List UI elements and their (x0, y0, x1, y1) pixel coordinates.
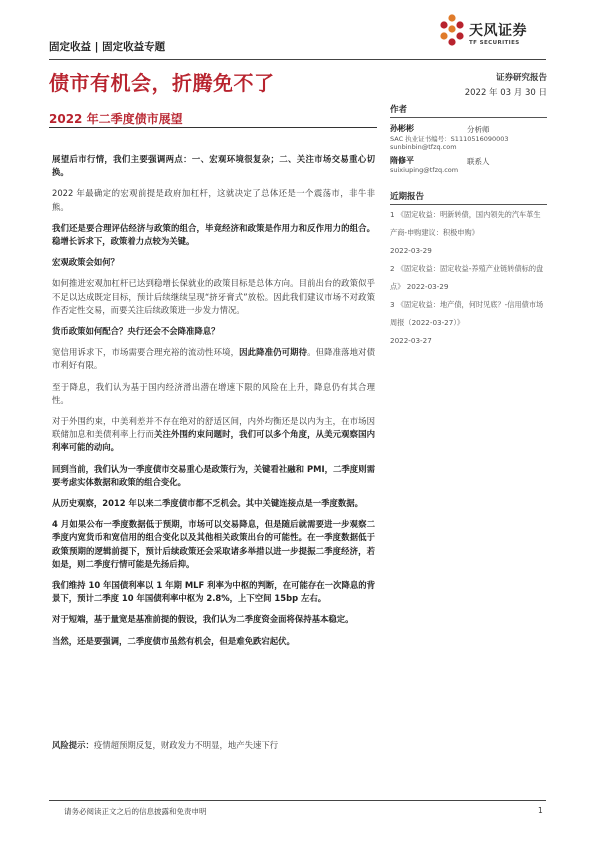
recent-report-item[interactable] (390, 296, 545, 350)
author-cert: SAC 执业证书编号：S1110516090003 (390, 135, 509, 143)
breadcrumb: 固定收益 | 固定收益专题 (49, 41, 166, 53)
footer-divider (49, 800, 546, 801)
report-date: 2022 年 03 月 30 日 (464, 88, 547, 98)
report-subtitle: 2022 年二季度债市展望 (49, 112, 183, 126)
recent-report-title[interactable]: 2 《固定收益：固定收益-养殖产业链转债标的盘点》 (390, 264, 544, 291)
recent-report-title[interactable]: 1 《固定收益：明新转债，国内领先的汽车革生产商-申购建议：积极申购》 (390, 210, 541, 237)
report-type: 证券研究报告 (495, 73, 547, 83)
authors-heading: 作者 (390, 103, 547, 118)
paragraph: 2022 年最确定的宏观前提是政府加杠杆，这就决定了总体还是一个震荡市，非牛非熊。 (52, 188, 375, 212)
section-heading: 货币政策如何配合？央行还会不会降准降息？ (52, 326, 220, 337)
recent-report-date: 2022-03-29 (406, 282, 449, 291)
logo-english-name: TF SECURITIES (469, 40, 520, 46)
author-email[interactable]: sunbinbin@tfzq.com (390, 143, 457, 151)
author-name: 孙彬彬 (390, 124, 414, 133)
key-point: 当然，还是要强调，二季度债市虽然有机会，但是难免跌宕起伏。 (52, 635, 295, 646)
key-point: 我们还是要合理评估经济与政策的组合，毕竟经济和政策是作用力和反作用力的组合。稳增长诉求下，政策着力点较为关键。 (52, 222, 375, 247)
section-heading: 宏观政策会如何？ (52, 257, 119, 268)
key-point: 对于短端，基于量宽是基准前提的假设，我们认为二季度资金面将保持基本稳定。 (52, 614, 354, 625)
body-text (52, 153, 375, 648)
author-email[interactable]: suixiuping@tfzq.com (390, 166, 459, 174)
paragraph-part: 。但降准落地对债市利好有限。 (52, 347, 376, 371)
key-point: 回到当前，我们认为一季度债市交易重心是政策行为，关键看社融和 PMI，二季度则需要考虑实体数据和政策的组合变化。 (52, 463, 375, 487)
recent-report-date: 2022-03-27 (390, 336, 432, 345)
header-divider (49, 59, 546, 60)
paragraph: 至于降息，我们认为基于国内经济滑出潜在增速下限的风险在上升，降息仍有其合理性。 (52, 381, 375, 405)
author-name: 隋修平 (390, 156, 414, 165)
key-phrase: 关注外围约束问题时，我们可以多个角度，从美元观察国内利率可能的动向。 (52, 429, 376, 453)
paragraph-part: 宽信用诉求下，市场需要合理充裕的流动性环境， (52, 347, 240, 358)
key-phrase: 因此降准仍可期待 (239, 347, 308, 358)
page-number: 1 (538, 806, 543, 815)
risk-text: 疫情超预期反复，财政发力不明显，地产失速下行 (93, 740, 279, 750)
logo-name: 天风证券 (469, 23, 527, 39)
recent-report-title[interactable]: 3 《固定收益：地产债，何时见底？-信用债市场周报（2022-03-27）》 (390, 300, 544, 327)
risk-warning (52, 739, 382, 751)
key-point: 4 月如果公布一季度数据低于预期，市场可以交易降息，但是随后就需要进一步观察二季度内宽货币和宽信用的组合变化以及其他相关政策出台的可能性。在一季度数据低于政策预期的逻辑前提下，预计后续政策还会采取诸多举措以进一步提振二季度经济，若如是，则二季度行情可能是先扬后抑。 (52, 519, 375, 569)
author-role: 联系人 (467, 157, 490, 166)
recent-report-date: 2022-03-29 (390, 246, 432, 255)
recent-report-item[interactable] (390, 206, 545, 260)
key-point: 展望后市行情，我们主要强调两点：一、宏观环境很复杂；二、关注市场交易重心切换。 (52, 154, 375, 178)
paragraph-part: 对于外围约束，中美利差并不存在绝对的舒适区间，内外均衡还是以内为主，在市场因联储加息和美债利率上行而 (52, 416, 375, 440)
recent-report-item[interactable] (390, 260, 545, 296)
author-role: 分析师 (467, 125, 490, 134)
key-point: 从历史观察，2012 年以来二季度债市都不乏机会。其中关键连接点是一季度数据。 (52, 498, 363, 509)
company-logo (437, 14, 547, 54)
report-title: 债市有机会，折腾免不了 (49, 71, 275, 95)
recent-reports-heading: 近期报告 (390, 190, 547, 205)
footer-disclaimer: 请务必阅读正文之后的信息披露和免责申明 (64, 807, 207, 816)
risk-label: 风险提示： (52, 740, 94, 750)
recent-report-list (390, 206, 545, 350)
subtitle-divider (49, 127, 377, 128)
logo-mark-icon (437, 14, 467, 50)
key-point: 我们维持 10 年国债利率以 1 年期 MLF 利率为中枢的判断，在可能存在一次降息的背景下，预计二季度 10 年国债利率中枢为 2.8%，上下空间 15bp 左右。 (52, 580, 375, 604)
paragraph: 如何推进宏观加杠杆已达到稳增长保就业的政策目标是总体方向。目前出台的政策似乎不足以达成既定目标，预计后续继续呈现“挤牙膏式”放松。因此我们建议市场不对政策作否定性交易，而要关注后续政策进一步发力情况。 (52, 278, 375, 315)
